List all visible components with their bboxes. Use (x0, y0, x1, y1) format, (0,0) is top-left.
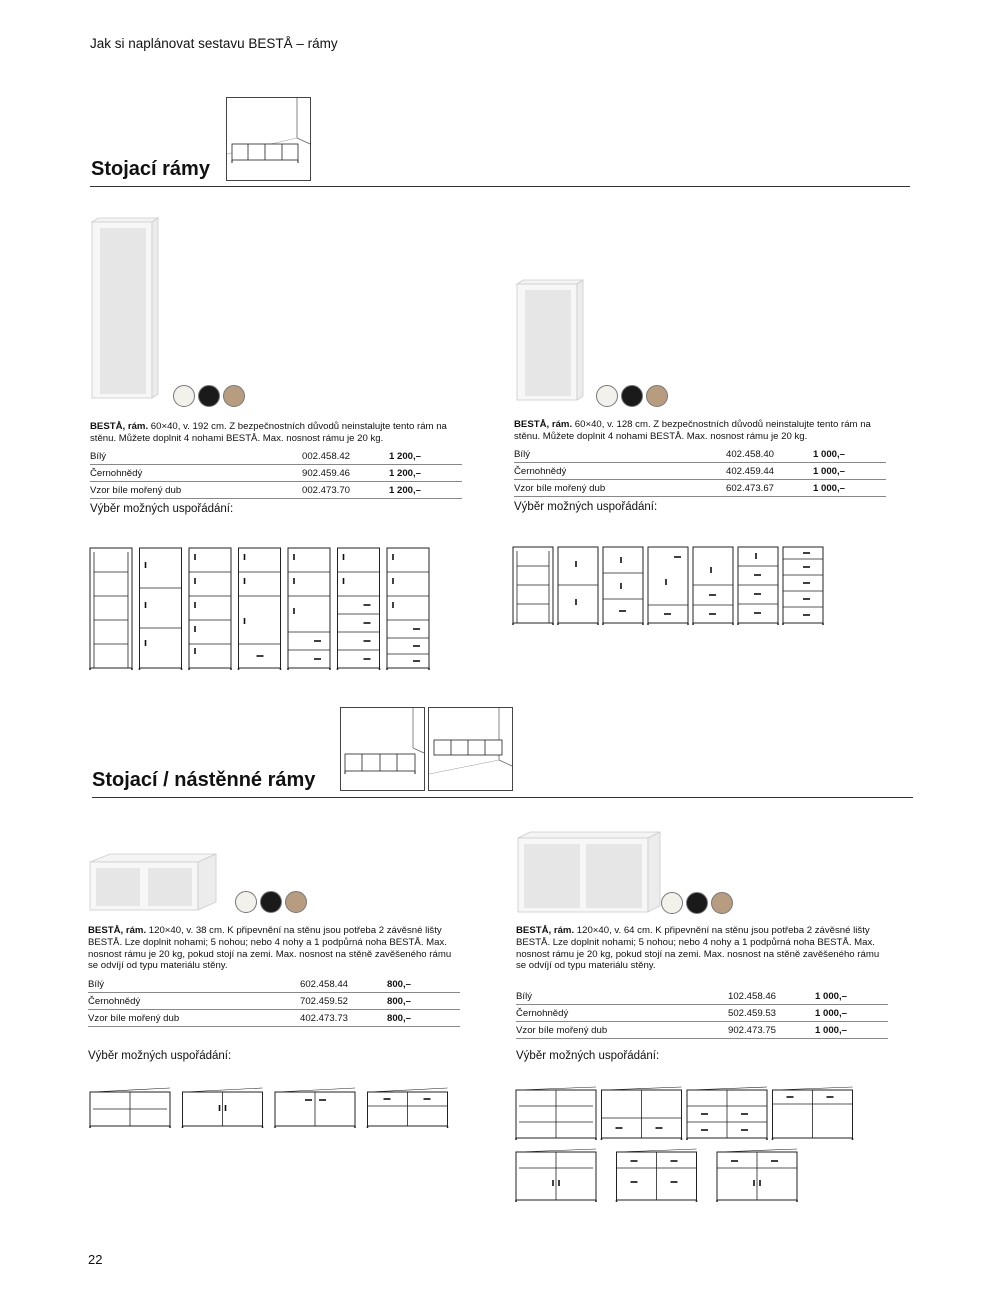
arrangement-diagram (368, 1088, 448, 1128)
product-name: BESTÅ, rám. (90, 421, 149, 432)
product-description (514, 419, 884, 443)
row-code: 702.459.52 (300, 993, 387, 1010)
product-name: BESTÅ, rám. (88, 925, 147, 936)
page-header: Jak si naplánovat sestavu BESTÅ – rámy (90, 36, 338, 51)
arrangement-diagram (140, 548, 182, 670)
row-price: 800,– (387, 1010, 460, 1027)
swatch-white[interactable] (661, 892, 683, 914)
row-price: 1 200,– (389, 448, 462, 465)
arrangement-diagrams-low (88, 1086, 458, 1137)
row-code: 902.459.46 (302, 465, 389, 482)
swatch-white[interactable] (596, 385, 618, 407)
price-table (90, 448, 462, 499)
color-swatches[interactable] (235, 891, 307, 913)
arrangement-diagram (189, 548, 231, 670)
arrangement-diagram (90, 548, 132, 670)
arrangement-diagram (693, 547, 733, 625)
swatch-black-brown[interactable] (260, 891, 282, 913)
arrangement-diagram (773, 1087, 853, 1140)
swatch-oak[interactable] (646, 385, 668, 407)
arrangement-diagram (738, 547, 778, 625)
swatch-black-brown[interactable] (198, 385, 220, 407)
row-code: 602.458.44 (300, 976, 387, 993)
arrangement-diagram (516, 1087, 596, 1140)
row-color: Bílý (90, 448, 302, 465)
row-color: Vzor bíle mořený dub (90, 482, 302, 499)
row-color: Vzor bíle mořený dub (88, 1010, 300, 1027)
swatch-black-brown[interactable] (686, 892, 708, 914)
arrangement-diagram (617, 1149, 697, 1202)
row-code: 402.473.73 (300, 1010, 387, 1027)
row-color: Bílý (88, 976, 300, 993)
table-row (90, 465, 462, 482)
arrangement-diagram (648, 547, 688, 625)
table-row (514, 480, 886, 497)
arrangement-diagram (603, 547, 643, 625)
swatch-oak[interactable] (223, 385, 245, 407)
swatch-oak[interactable] (711, 892, 733, 914)
table-row (516, 988, 888, 1005)
row-code: 102.458.46 (728, 988, 815, 1005)
row-price: 1 200,– (389, 465, 462, 482)
row-price: 1 000,– (813, 446, 886, 463)
row-price: 1 000,– (815, 988, 888, 1005)
table-row (88, 993, 460, 1010)
product-image-medium-frame (515, 278, 587, 407)
arrangement-diagram (717, 1149, 797, 1202)
swatch-white[interactable] (173, 385, 195, 407)
row-color: Černohnědý (90, 465, 302, 482)
arrangements-label: Výběr možných uspořádání: (90, 503, 234, 515)
product-name: BESTÅ, rám. (514, 419, 573, 430)
arrangement-diagram (513, 547, 553, 625)
table-row (516, 1005, 888, 1022)
table-row (514, 446, 886, 463)
row-price: 1 200,– (389, 482, 462, 499)
product-description (90, 421, 460, 445)
row-price: 800,– (387, 993, 460, 1010)
product-name: BESTÅ, rám. (516, 925, 575, 936)
room-thumbnail-standing (340, 707, 425, 791)
table-row (88, 976, 460, 993)
section-rule (92, 797, 913, 798)
row-price: 1 000,– (815, 1022, 888, 1039)
row-code: 602.473.67 (726, 480, 813, 497)
row-price: 800,– (387, 976, 460, 993)
arrangement-diagram (516, 1149, 596, 1202)
color-swatches[interactable] (661, 892, 733, 914)
row-color: Černohnědý (514, 463, 726, 480)
row-color: Černohnědý (88, 993, 300, 1010)
price-table (516, 988, 888, 1039)
arrangement-diagram (602, 1087, 682, 1140)
table-row (514, 463, 886, 480)
color-swatches[interactable] (173, 385, 245, 407)
arrangement-diagram (558, 547, 598, 625)
table-row (90, 448, 462, 465)
arrangement-diagram (90, 1088, 170, 1128)
product-desc-text: 120×40, v. 64 cm. K připevnění na stěnu jsou potřeba 2 závěsné lišty BESTÅ. Lze doplnit nohami; 5 nohou; nebo 4 nohy a 1 podpůrná noha BESTÅ. Max. nosnost rámu je 20 kg, pokud stojí na zemi. Max. nosnost na stěně zavěšeného rámu se odvíjí od typu materiálu stěny. (516, 925, 880, 972)
row-color: Černohnědý (516, 1005, 728, 1022)
row-color: Bílý (514, 446, 726, 463)
product-desc-text: 60×40, v. 192 cm. Z bezpečnostních důvodů neinstalujte tento rám na stěnu. Můžete doplnit 4 nohami BESTÅ. Max. nosnost rámu je 20 kg. (90, 421, 447, 444)
product-image-mid-wide-frame (516, 830, 662, 919)
table-row (516, 1022, 888, 1039)
arrangements-label: Výběr možných uspořádání: (88, 1050, 232, 1062)
page-number: 22 (88, 1252, 103, 1267)
product-image-low-frame (88, 852, 218, 917)
product-desc-text: 60×40, v. 128 cm. Z bezpečnostních důvodů neinstalujte tento rám na stěnu. Můžete doplnit 4 nohami BESTÅ. Max. nosnost rámu je 20 kg. (514, 419, 871, 442)
row-code: 902.473.75 (728, 1022, 815, 1039)
product-image-tall-frame (90, 216, 162, 405)
swatch-white[interactable] (235, 891, 257, 913)
row-code: 002.458.42 (302, 448, 389, 465)
row-code: 502.459.53 (728, 1005, 815, 1022)
section-rule (90, 186, 910, 187)
table-row (90, 482, 462, 499)
arrangements-label: Výběr možných uspořádání: (516, 1050, 660, 1062)
arrangement-diagram (288, 548, 330, 670)
arrangement-diagram (387, 548, 429, 670)
row-color: Vzor bíle mořený dub (516, 1022, 728, 1039)
arrangement-diagram (183, 1088, 263, 1128)
row-code: 002.473.70 (302, 482, 389, 499)
price-table (514, 446, 886, 497)
arrangement-diagrams-tall (88, 546, 438, 679)
arrangement-diagrams-medium (511, 545, 831, 632)
product-description (516, 925, 886, 972)
swatch-black-brown[interactable] (621, 385, 643, 407)
row-price: 1 000,– (815, 1005, 888, 1022)
arrangements-label: Výběr možných uspořádání: (514, 501, 658, 513)
arrangement-diagram (687, 1087, 767, 1140)
color-swatches[interactable] (596, 385, 668, 407)
section-title-standing-wall: Stojací / nástěnné rámy (92, 769, 316, 791)
product-desc-text: 120×40, v. 38 cm. K připevnění na stěnu jsou potřeba 2 závěsné lišty BESTÅ. Lze doplnit nohami; 5 nohou; nebo 4 nohy a 1 podpůrná noha BESTÅ. Max. nosnost rámu je 20 kg, pokud stojí na zemi. Max. nosnost na stěně zavěšeného rámu se odvíjí od typu materiálu stěny. (88, 925, 452, 972)
product-description (88, 925, 458, 972)
row-price: 1 000,– (813, 480, 886, 497)
row-color: Bílý (516, 988, 728, 1005)
arrangement-diagram (338, 548, 380, 670)
row-code: 402.458.40 (726, 446, 813, 463)
price-table (88, 976, 460, 1027)
row-code: 402.459.44 (726, 463, 813, 480)
section-title-standing: Stojací rámy (91, 158, 210, 180)
table-row (88, 1010, 460, 1027)
room-thumbnail-wall (428, 707, 513, 791)
swatch-oak[interactable] (285, 891, 307, 913)
arrangement-diagram (783, 547, 823, 625)
arrangement-diagram (275, 1088, 355, 1128)
arrangement-diagrams-mid-wide (514, 1086, 864, 1211)
row-color: Vzor bíle mořený dub (514, 480, 726, 497)
row-price: 1 000,– (813, 463, 886, 480)
room-thumbnail-standing (226, 97, 311, 181)
arrangement-diagram (239, 548, 281, 670)
